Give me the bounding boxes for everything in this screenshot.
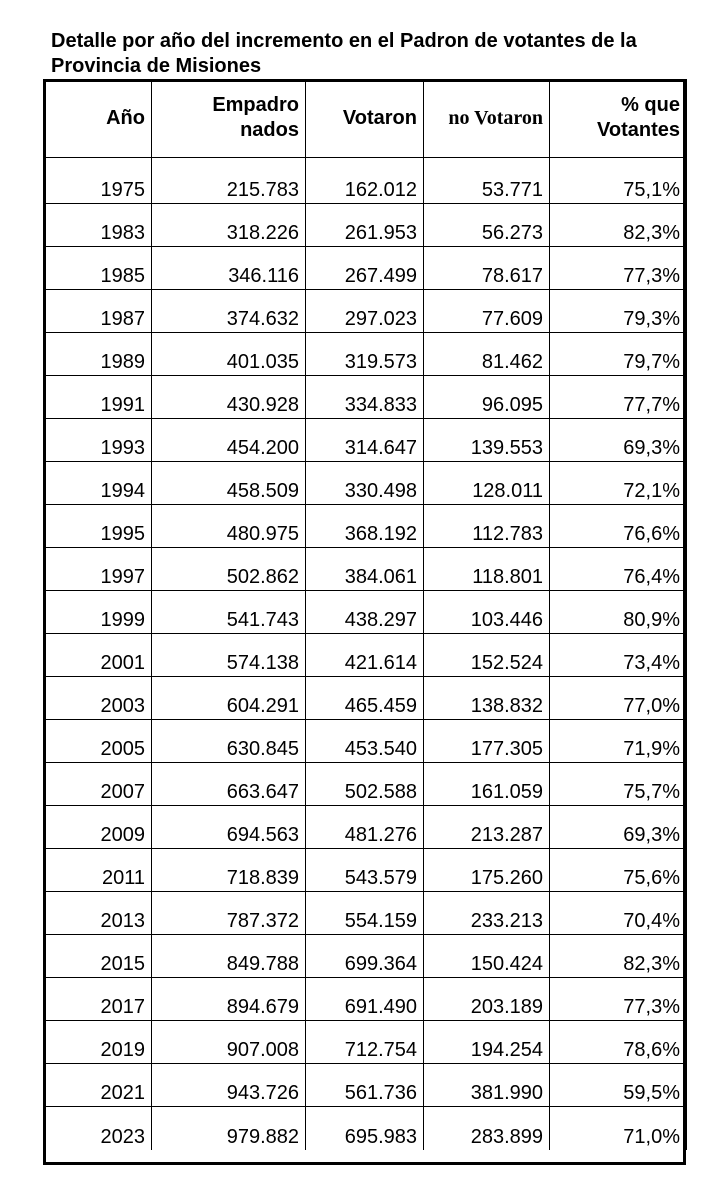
cell-pct: 59,5%	[550, 1064, 687, 1107]
cell-votaron: 554.159	[306, 892, 424, 935]
cell-votaron: 267.499	[306, 247, 424, 290]
cell-votaron: 438.297	[306, 591, 424, 634]
header-year: Año	[44, 79, 152, 158]
cell-year: 1989	[44, 333, 152, 376]
cell-year: 1994	[44, 462, 152, 505]
cell-empadronados: 574.138	[152, 634, 306, 677]
cell-votaron: 543.579	[306, 849, 424, 892]
cell-no-votaron: 152.524	[424, 634, 550, 677]
cell-votaron: 330.498	[306, 462, 424, 505]
cell-empadronados: 374.632	[152, 290, 306, 333]
cell-pct: 80,9%	[550, 591, 687, 634]
cell-empadronados: 215.783	[152, 158, 306, 204]
cell-year: 2003	[44, 677, 152, 720]
cell-no-votaron: 56.273	[424, 204, 550, 247]
cell-no-votaron: 78.617	[424, 247, 550, 290]
cell-empadronados: 894.679	[152, 978, 306, 1021]
cell-pct: 69,3%	[550, 419, 687, 462]
cell-pct: 71,9%	[550, 720, 687, 763]
cell-pct: 70,4%	[550, 892, 687, 935]
cell-no-votaron: 112.783	[424, 505, 550, 548]
cell-pct: 75,1%	[550, 158, 687, 204]
cell-year: 1995	[44, 505, 152, 548]
cell-no-votaron: 203.189	[424, 978, 550, 1021]
cell-year: 1993	[44, 419, 152, 462]
cell-year: 2023	[44, 1107, 152, 1150]
cell-no-votaron: 77.609	[424, 290, 550, 333]
cell-year: 2011	[44, 849, 152, 892]
header-empadronados-label: Empadro nados	[212, 94, 299, 141]
cell-votaron: 691.490	[306, 978, 424, 1021]
cell-year: 2009	[44, 806, 152, 849]
cell-votaron: 481.276	[306, 806, 424, 849]
cell-no-votaron: 138.832	[424, 677, 550, 720]
cell-pct: 69,3%	[550, 806, 687, 849]
cell-no-votaron: 381.990	[424, 1064, 550, 1107]
cell-votaron: 453.540	[306, 720, 424, 763]
cell-no-votaron: 128.011	[424, 462, 550, 505]
cell-pct: 82,3%	[550, 204, 687, 247]
cell-empadronados: 630.845	[152, 720, 306, 763]
table-frame	[43, 79, 686, 1165]
cell-pct: 77,3%	[550, 247, 687, 290]
cell-pct: 71,0%	[550, 1107, 687, 1150]
cell-votaron: 421.614	[306, 634, 424, 677]
cell-pct: 76,6%	[550, 505, 687, 548]
header-pct-label: % que Votantes	[597, 94, 680, 141]
cell-year: 2005	[44, 720, 152, 763]
header-votaron: Votaron	[306, 79, 424, 158]
cell-empadronados: 346.116	[152, 247, 306, 290]
cell-pct: 77,7%	[550, 376, 687, 419]
cell-no-votaron: 150.424	[424, 935, 550, 978]
cell-no-votaron: 233.213	[424, 892, 550, 935]
cell-no-votaron: 81.462	[424, 333, 550, 376]
cell-empadronados: 480.975	[152, 505, 306, 548]
cell-no-votaron: 177.305	[424, 720, 550, 763]
cell-votaron: 384.061	[306, 548, 424, 591]
cell-no-votaron: 139.553	[424, 419, 550, 462]
cell-year: 1987	[44, 290, 152, 333]
cell-votaron: 162.012	[306, 158, 424, 204]
cell-year: 2001	[44, 634, 152, 677]
document-title: Detalle por año del incremento en el Padron de votantes de la Provincia de Misiones	[51, 30, 637, 77]
cell-empadronados: 401.035	[152, 333, 306, 376]
cell-empadronados: 718.839	[152, 849, 306, 892]
cell-empadronados: 663.647	[152, 763, 306, 806]
cell-votaron: 314.647	[306, 419, 424, 462]
cell-empadronados: 694.563	[152, 806, 306, 849]
cell-empadronados: 907.008	[152, 1021, 306, 1064]
cell-year: 2013	[44, 892, 152, 935]
cell-votaron: 465.459	[306, 677, 424, 720]
cell-votaron: 319.573	[306, 333, 424, 376]
cell-empadronados: 502.862	[152, 548, 306, 591]
cell-year: 2017	[44, 978, 152, 1021]
cell-no-votaron: 213.287	[424, 806, 550, 849]
cell-no-votaron: 283.899	[424, 1107, 550, 1150]
cell-empadronados: 318.226	[152, 204, 306, 247]
cell-year: 1985	[44, 247, 152, 290]
cell-votaron: 695.983	[306, 1107, 424, 1150]
cell-empadronados: 541.743	[152, 591, 306, 634]
cell-year: 1999	[44, 591, 152, 634]
cell-pct: 75,7%	[550, 763, 687, 806]
cell-pct: 79,3%	[550, 290, 687, 333]
cell-pct: 77,0%	[550, 677, 687, 720]
cell-pct: 79,7%	[550, 333, 687, 376]
cell-year: 2007	[44, 763, 152, 806]
cell-empadronados: 454.200	[152, 419, 306, 462]
cell-empadronados: 943.726	[152, 1064, 306, 1107]
cell-empadronados: 430.928	[152, 376, 306, 419]
cell-year: 2019	[44, 1021, 152, 1064]
cell-pct: 73,4%	[550, 634, 687, 677]
cell-year: 1975	[44, 158, 152, 204]
cell-empadronados: 849.788	[152, 935, 306, 978]
cell-votaron: 368.192	[306, 505, 424, 548]
cell-empadronados: 458.509	[152, 462, 306, 505]
cell-no-votaron: 118.801	[424, 548, 550, 591]
cell-year: 1997	[44, 548, 152, 591]
cell-year: 1983	[44, 204, 152, 247]
cell-votaron: 261.953	[306, 204, 424, 247]
cell-no-votaron: 53.771	[424, 158, 550, 204]
cell-votaron: 502.588	[306, 763, 424, 806]
cell-no-votaron: 103.446	[424, 591, 550, 634]
cell-votaron: 334.833	[306, 376, 424, 419]
cell-empadronados: 979.882	[152, 1107, 306, 1150]
cell-pct: 82,3%	[550, 935, 687, 978]
cell-votaron: 561.736	[306, 1064, 424, 1107]
cell-no-votaron: 194.254	[424, 1021, 550, 1064]
cell-year: 2021	[44, 1064, 152, 1107]
cell-no-votaron: 175.260	[424, 849, 550, 892]
cell-year: 1991	[44, 376, 152, 419]
cell-no-votaron: 161.059	[424, 763, 550, 806]
cell-pct: 78,6%	[550, 1021, 687, 1064]
cell-empadronados: 787.372	[152, 892, 306, 935]
cell-pct: 72,1%	[550, 462, 687, 505]
cell-year: 2015	[44, 935, 152, 978]
cell-votaron: 712.754	[306, 1021, 424, 1064]
cell-pct: 75,6%	[550, 849, 687, 892]
header-no-votaron-label: no Votaron	[448, 106, 543, 129]
cell-no-votaron: 96.095	[424, 376, 550, 419]
cell-pct: 76,4%	[550, 548, 687, 591]
cell-votaron: 699.364	[306, 935, 424, 978]
cell-empadronados: 604.291	[152, 677, 306, 720]
cell-pct: 77,3%	[550, 978, 687, 1021]
cell-votaron: 297.023	[306, 290, 424, 333]
